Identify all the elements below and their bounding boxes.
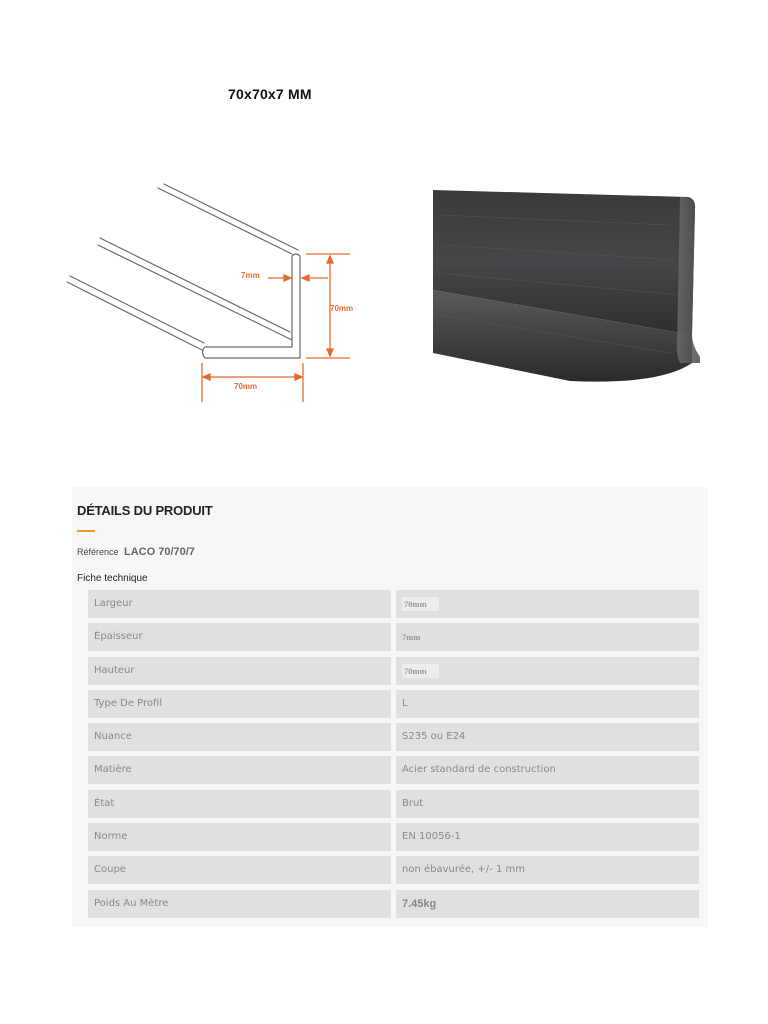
fiche-technique-label: Fiche technique bbox=[77, 573, 148, 584]
steel-angle-photo bbox=[430, 185, 700, 390]
profile-edge-line bbox=[98, 245, 292, 340]
spec-name: Type De Profil bbox=[88, 690, 391, 718]
reference-line bbox=[77, 542, 195, 560]
spec-value-text: 70mm bbox=[402, 597, 439, 611]
spec-name: Poids Au Mètre bbox=[88, 890, 391, 918]
spec-name: Nuance bbox=[88, 723, 391, 751]
profile-cross-section bbox=[203, 254, 301, 358]
table-row bbox=[88, 856, 699, 884]
spec-value: 7mm bbox=[396, 623, 699, 651]
width-label: 70mm bbox=[234, 382, 258, 391]
spec-value: L bbox=[396, 690, 699, 718]
product-details-panel bbox=[72, 487, 708, 927]
heading-accent-divider bbox=[77, 530, 95, 532]
spec-name: État bbox=[88, 790, 391, 818]
spec-name: Largeur bbox=[88, 590, 391, 618]
table-row bbox=[88, 623, 699, 651]
arrow-right-icon bbox=[295, 374, 302, 380]
reference-value: LACO 70/70/7 bbox=[123, 546, 195, 558]
table-row bbox=[88, 723, 699, 751]
table-row bbox=[88, 756, 699, 784]
spec-name: Coupe bbox=[88, 856, 391, 884]
spec-value: EN 10056-1 bbox=[396, 823, 699, 851]
profile-edge-line bbox=[164, 184, 298, 250]
arrow-up-icon bbox=[327, 256, 333, 263]
spec-value: 7.45kg bbox=[396, 890, 699, 918]
spec-value: S235 ou E24 bbox=[396, 723, 699, 751]
arrow-left-icon bbox=[203, 374, 210, 380]
profile-edge-line bbox=[100, 238, 290, 332]
angle-profile-diagram bbox=[60, 180, 370, 410]
thickness-label: 7mm bbox=[241, 271, 260, 280]
arrow-left-icon bbox=[302, 275, 309, 281]
spec-value: Acier standard de construction bbox=[396, 756, 699, 784]
product-title: 70x70x7 MM bbox=[228, 86, 312, 102]
spec-value: non ébavurée, +/- 1 mm bbox=[396, 856, 699, 884]
spec-name: Norme bbox=[88, 823, 391, 851]
spec-name: Épaisseur bbox=[88, 623, 391, 651]
profile-edge-line bbox=[158, 188, 292, 254]
spec-name: Hauteur bbox=[88, 657, 391, 685]
arrow-down-icon bbox=[327, 349, 333, 356]
spec-value-text: 70mm bbox=[402, 664, 439, 678]
table-row bbox=[88, 790, 699, 818]
profile-edge-line bbox=[67, 282, 202, 350]
spec-value bbox=[396, 590, 699, 618]
table-row bbox=[88, 590, 699, 618]
profile-edge-line bbox=[70, 276, 204, 343]
height-label: 70mm bbox=[330, 304, 354, 313]
spec-name: Matière bbox=[88, 756, 391, 784]
spec-value bbox=[396, 657, 699, 685]
spec-value: Brut bbox=[396, 790, 699, 818]
reference-label: Référence bbox=[77, 547, 119, 557]
arrow-right-icon bbox=[284, 275, 291, 281]
table-row bbox=[88, 690, 699, 718]
details-heading: DÉTAILS DU PRODUIT bbox=[77, 503, 213, 518]
table-row bbox=[88, 657, 699, 685]
table-row bbox=[88, 823, 699, 851]
table-row bbox=[88, 890, 699, 918]
spec-table bbox=[88, 590, 699, 923]
